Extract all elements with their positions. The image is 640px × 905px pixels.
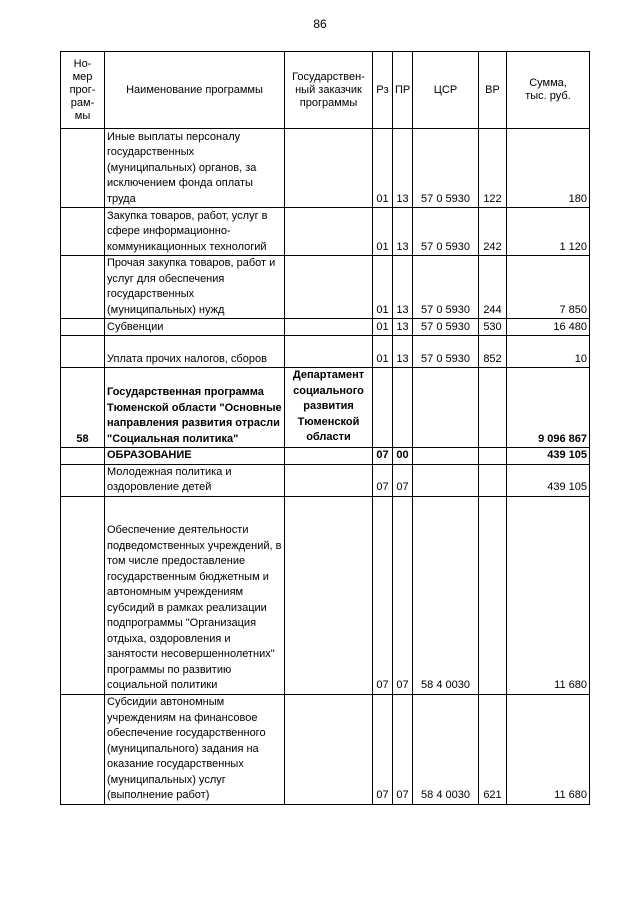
header-vr: ВР <box>479 52 507 129</box>
row-rz: 01 <box>373 256 393 319</box>
row-customer <box>285 208 373 256</box>
row-num <box>61 464 105 496</box>
row-sum: 7 850 <box>507 256 590 319</box>
row-num <box>61 496 105 694</box>
row-rz: 07 <box>373 464 393 496</box>
row-customer: Департамент социального развития Тюменской области <box>285 368 373 448</box>
row-pr: 00 <box>393 448 413 465</box>
row-name: Молодежная политика и оздоровление детей <box>105 464 285 496</box>
table-row <box>61 464 590 496</box>
row-rz: 07 <box>373 448 393 465</box>
row-rz: 07 <box>373 496 393 694</box>
row-customer <box>285 129 373 208</box>
row-num <box>61 336 105 368</box>
row-name: Прочая закупка товаров, работ и услуг для обеспечения государственных (муниципальных) нужд <box>105 256 285 319</box>
row-csr: 58 4 0030 <box>413 496 479 694</box>
row-customer <box>285 256 373 319</box>
row-vr <box>479 448 507 465</box>
table-row <box>61 319 590 336</box>
header-customer-text: Государствен- ный заказчик программы <box>292 70 365 109</box>
row-rz: 01 <box>373 319 393 336</box>
header-name: Наименование программы <box>105 52 285 129</box>
row-num <box>61 256 105 319</box>
row-rz: 01 <box>373 208 393 256</box>
row-num <box>61 448 105 465</box>
row-pr: 07 <box>393 496 413 694</box>
header-row <box>61 52 590 129</box>
row-vr: 530 <box>479 319 507 336</box>
row-name: Государственная программа Тюменской области "Основные направления развития отрасли "Социальная политика" <box>105 368 285 448</box>
table-row <box>61 336 590 368</box>
row-name: Субсидии автономным учреждениям на финансовое обеспечение государственного (муниципального) задания на оказание государственных (муниципальных) услуг (выполнение работ) <box>105 694 285 804</box>
header-sum-text: Сумма, тыс. руб. <box>525 77 571 102</box>
budget-table <box>60 51 590 805</box>
row-sum: 10 <box>507 336 590 368</box>
table-row <box>61 129 590 208</box>
row-vr <box>479 464 507 496</box>
row-pr: 13 <box>393 208 413 256</box>
row-num <box>61 319 105 336</box>
row-csr: 57 0 5930 <box>413 336 479 368</box>
row-pr: 07 <box>393 464 413 496</box>
row-name: Уплата прочих налогов, сборов <box>105 336 285 368</box>
row-csr: 57 0 5930 <box>413 256 479 319</box>
row-num: 58 <box>61 368 105 448</box>
row-num <box>61 208 105 256</box>
row-name: ОБРАЗОВАНИЕ <box>105 448 285 465</box>
row-csr: 57 0 5930 <box>413 129 479 208</box>
row-sum: 11 680 <box>507 694 590 804</box>
row-sum: 1 120 <box>507 208 590 256</box>
header-customer <box>285 52 373 129</box>
row-customer <box>285 448 373 465</box>
row-pr <box>393 368 413 448</box>
row-sum: 180 <box>507 129 590 208</box>
header-pr: ПР <box>393 52 413 129</box>
header-rz: Рз <box>373 52 393 129</box>
table-row <box>61 448 590 465</box>
table-row <box>61 694 590 804</box>
row-sum: 439 105 <box>507 448 590 465</box>
row-vr <box>479 368 507 448</box>
row-csr: 57 0 5930 <box>413 208 479 256</box>
row-csr <box>413 368 479 448</box>
row-vr: 852 <box>479 336 507 368</box>
row-rz <box>373 368 393 448</box>
row-customer <box>285 496 373 694</box>
row-customer <box>285 464 373 496</box>
page-number: 86 <box>313 17 327 31</box>
row-pr: 13 <box>393 319 413 336</box>
row-rz: 01 <box>373 336 393 368</box>
row-rz: 01 <box>373 129 393 208</box>
row-rz: 07 <box>373 694 393 804</box>
row-name: Закупка товаров, работ, услуг в сфере информационно-коммуникационных технологий <box>105 208 285 256</box>
header-num <box>61 52 105 129</box>
table-row <box>61 368 590 448</box>
row-name: Иные выплаты персоналу государственных (муниципальных) органов, за исключением фонда оплаты труда <box>105 129 285 208</box>
row-sum: 439 105 <box>507 464 590 496</box>
table-row <box>61 496 590 694</box>
row-vr: 242 <box>479 208 507 256</box>
header-csr: ЦСР <box>413 52 479 129</box>
row-sum: 9 096 867 <box>507 368 590 448</box>
row-num <box>61 694 105 804</box>
row-vr <box>479 496 507 694</box>
row-sum: 11 680 <box>507 496 590 694</box>
row-pr: 13 <box>393 256 413 319</box>
row-csr: 58 4 0030 <box>413 694 479 804</box>
row-name: Обеспечение деятельности подведомственных учреждений, в том числе предоставление государственным бюджетным и автономным учреждениям субсидий в рамках реализации подпрограммы "Организация отдыха, оздоровления и занятости несовершеннолетних" программы по развитию социальной политики <box>105 496 285 694</box>
row-pr: 13 <box>393 336 413 368</box>
header-num-text: Но- мер прог- рам- мы <box>69 57 96 122</box>
row-vr: 244 <box>479 256 507 319</box>
row-csr <box>413 464 479 496</box>
row-csr <box>413 448 479 465</box>
table-row <box>61 256 590 319</box>
row-vr: 621 <box>479 694 507 804</box>
row-customer <box>285 319 373 336</box>
row-customer <box>285 336 373 368</box>
header-sum <box>507 52 590 129</box>
row-pr: 13 <box>393 129 413 208</box>
row-vr: 122 <box>479 129 507 208</box>
table-row <box>61 208 590 256</box>
row-pr: 07 <box>393 694 413 804</box>
row-customer <box>285 694 373 804</box>
row-sum: 16 480 <box>507 319 590 336</box>
row-csr: 57 0 5930 <box>413 319 479 336</box>
row-num <box>61 129 105 208</box>
row-name: Субвенции <box>105 319 285 336</box>
